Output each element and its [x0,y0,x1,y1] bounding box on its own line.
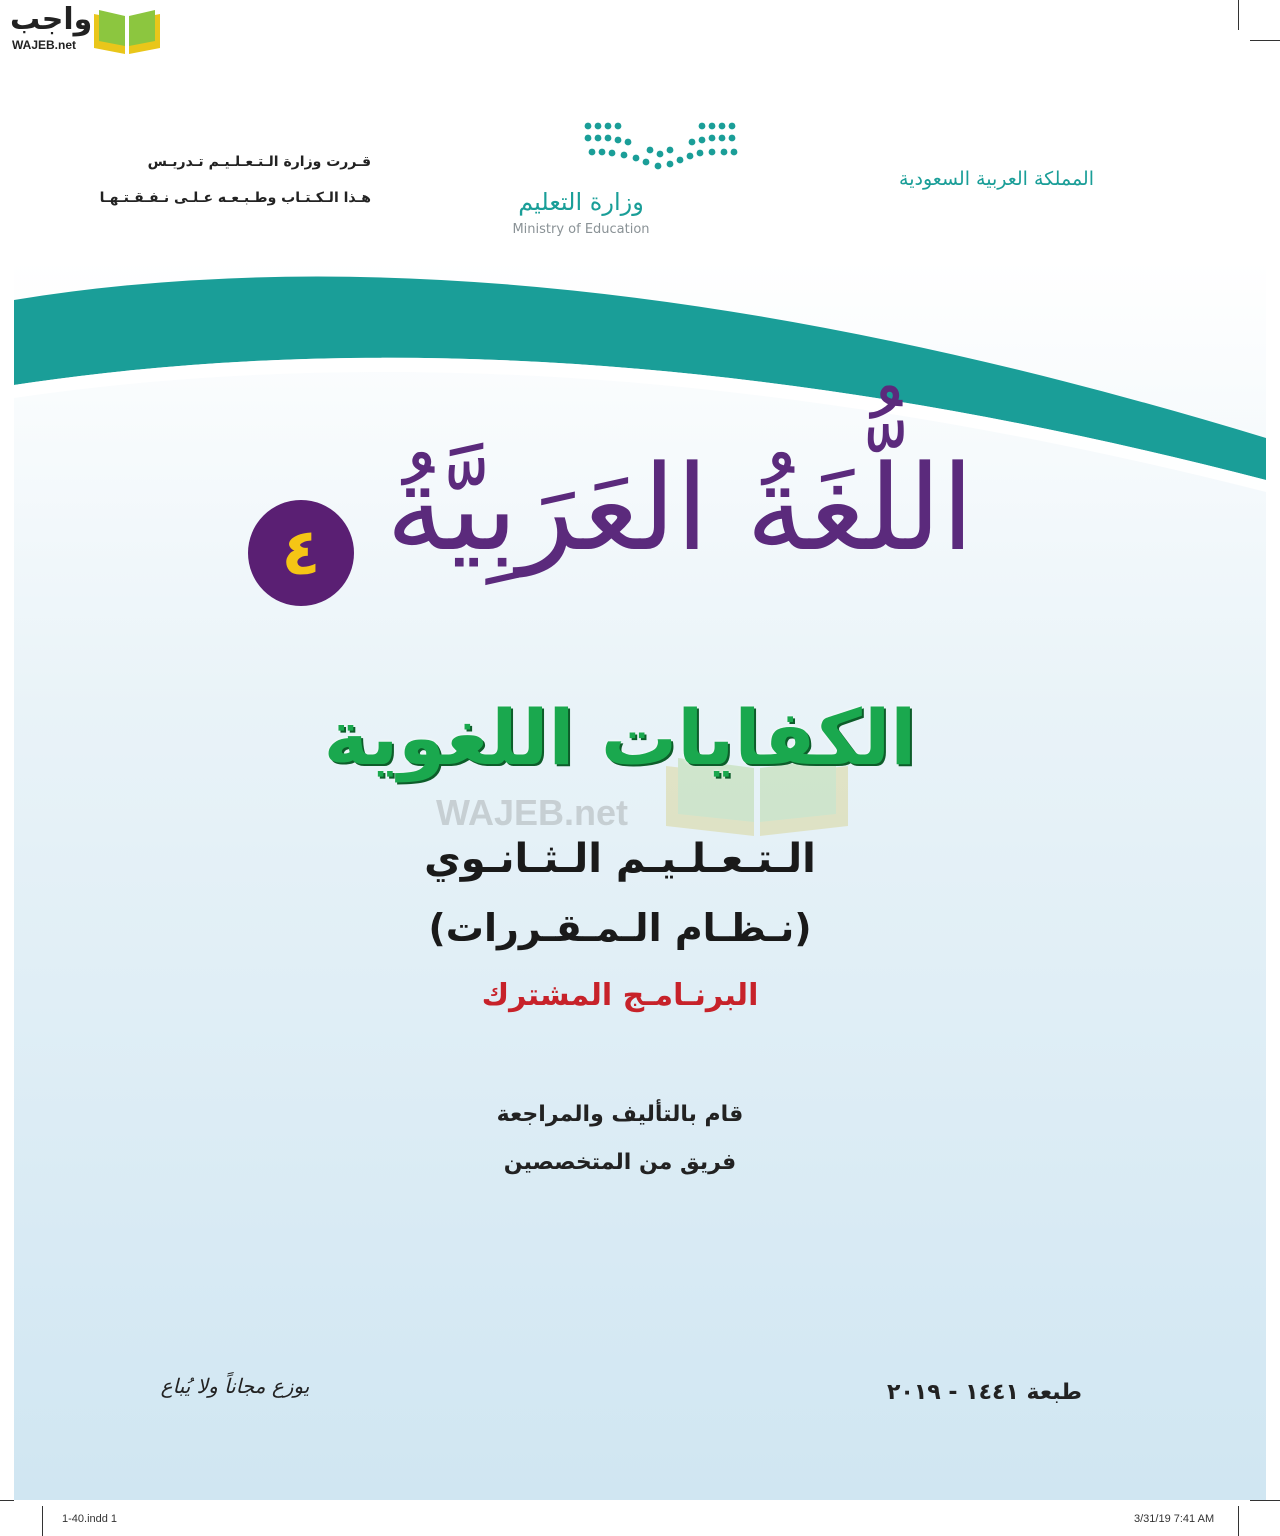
crop-mark [0,1500,14,1501]
approval-statement-line1: قـررت وزارة الـتـعـلـيـم تـدريـس [147,154,371,170]
brand-name-english: WAJEB.net [12,38,77,52]
grade-number: ٤ [281,516,321,590]
crop-mark [1238,0,1239,30]
crop-mark [1250,1500,1280,1501]
crop-mark [42,1506,43,1536]
kingdom-name: المملكة العربية السعودية [899,168,1094,190]
watermark-text: WAJEB.net [436,792,629,833]
brand-name-arabic: واجب [10,2,93,37]
program-name: البرنـامـج المشترك [481,978,759,1013]
authors-line1: قام بالتأليف والمراجعة [496,1102,744,1127]
book-logo-icon [92,6,162,56]
approval-statement-line2: هـذا الـكـتـاب وطـبـعـه عـلـى نـفـقـتـهـا [99,190,371,206]
ministry-name-arabic: وزارة التعليم [518,188,644,216]
free-distribution-note: يوزع مجاناً ولا يُباع [160,1374,310,1398]
crop-mark [1238,1506,1239,1536]
book-subtitle: الكفايات اللغوية [323,693,917,782]
education-level: الـتـعـلـيـم الـثـانـوي [424,836,816,882]
crop-mark [1250,40,1280,41]
authors-line2: فريق من المتخصصين [503,1150,737,1175]
course-system: (نـظـام الـمـقـررات) [428,906,812,950]
print-slug-filename: 1-40.indd 1 [62,1513,118,1525]
book-title: اللُّغَةُ العَرَبِيَّةُ [386,439,974,577]
print-slug-timestamp: 3/31/19 7:41 AM [1134,1513,1215,1525]
ministry-name-english: Ministry of Education [512,222,650,237]
ministry-logo-icon [580,120,740,176]
edition-year: طبعة ١٤٤١ - ٢٠١٩ [886,1380,1082,1405]
